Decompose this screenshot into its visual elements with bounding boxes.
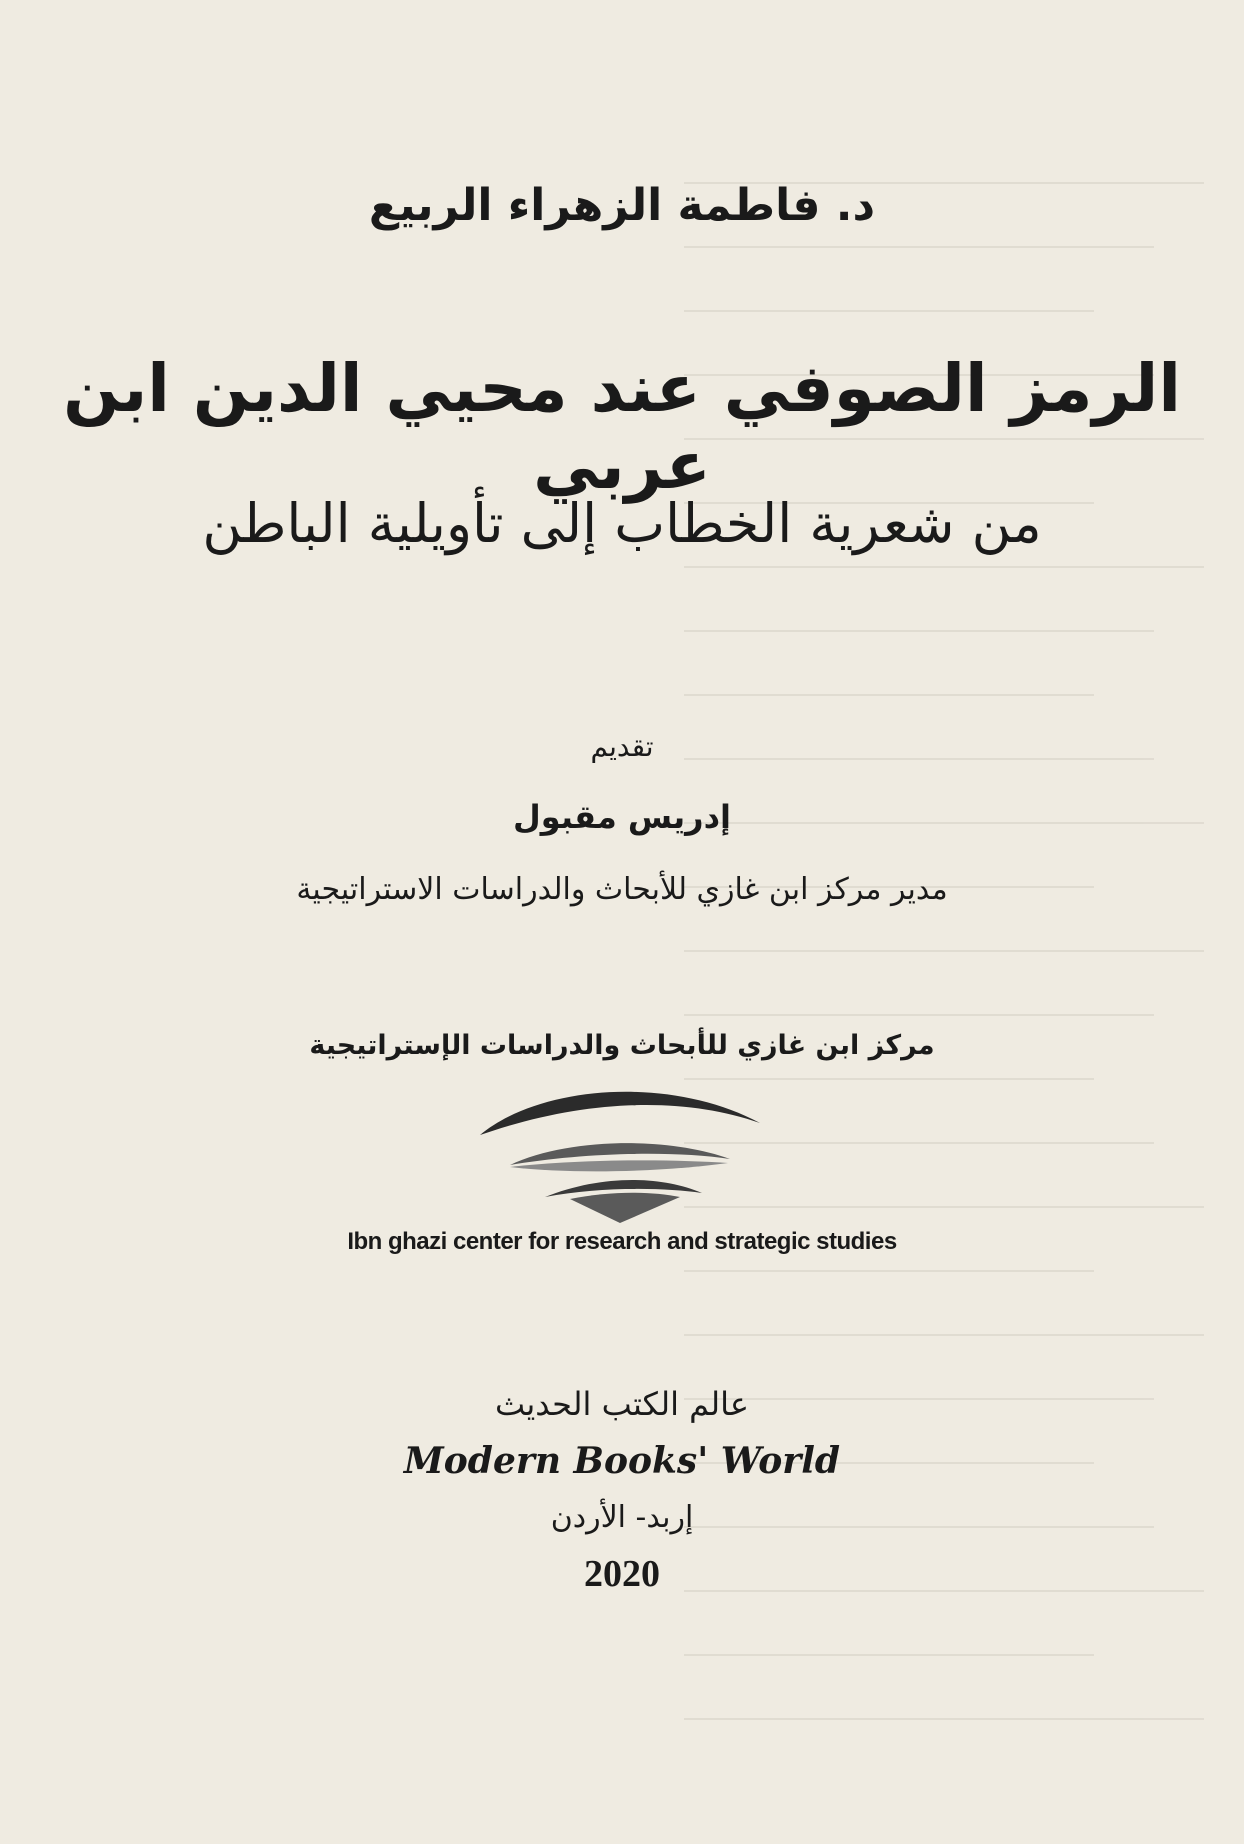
introduction-label: تقديم [590,730,654,763]
center-name-english: Ibn ghazi center for research and strategic studies [347,1228,897,1255]
publication-year: 2020 [584,1553,660,1595]
book-subtitle: من شعرية الخطاب إلى تأويلية الباطن [202,492,1042,555]
arcs-logo-icon [470,1075,770,1225]
author-name: د. فاطمة الزهراء الربيع [368,180,876,231]
publisher-location: إربد- الأردن [550,1500,694,1535]
presenter-role: مدير مركز ابن غازي للأبحاث والدراسات الاستراتيجية [296,872,948,907]
center-name-arabic: مركز ابن غازي للأبحاث والدراسات الإستراتيجية [309,1030,935,1061]
publisher-name-arabic: عالم الكتب الحديث [494,1385,750,1423]
presenter-name: إدريس مقبول [513,798,731,836]
book-title: الرمز الصوفي عند محيي الدين ابن عربي [63,350,1181,504]
publisher-name-english: Modern Books' World [403,1440,841,1482]
